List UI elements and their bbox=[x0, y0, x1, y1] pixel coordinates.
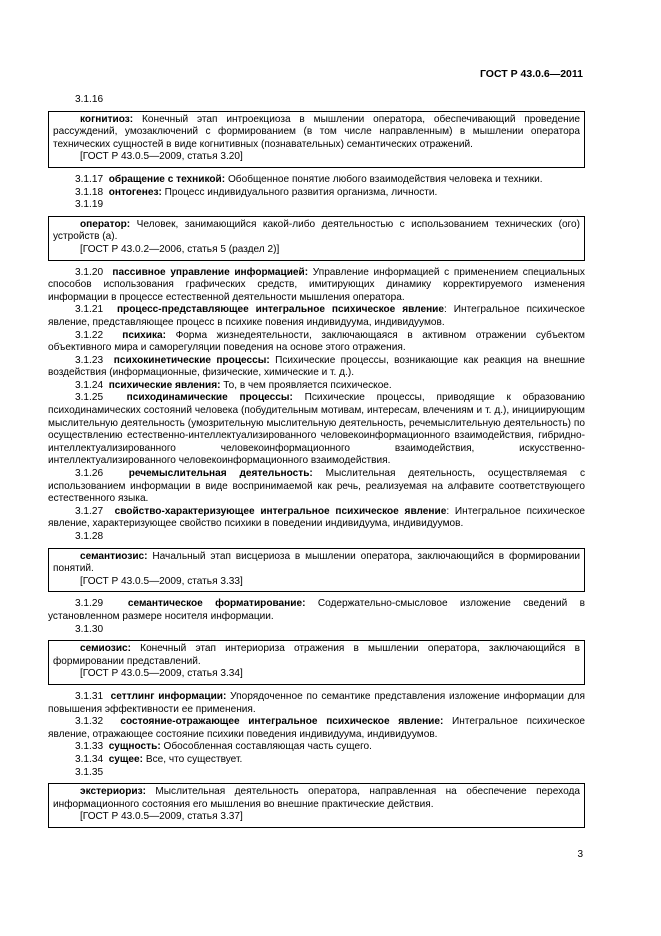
term: речемыслительная деятельность: bbox=[128, 468, 313, 480]
term: обращение с техникой: bbox=[108, 173, 226, 185]
term-number: 3.1.23 bbox=[75, 354, 104, 366]
quoted-definition-box bbox=[48, 640, 585, 685]
term-number: 3.1.16 bbox=[75, 94, 104, 105]
term: пассивное управление информацией: bbox=[112, 266, 309, 278]
term: сущность: bbox=[108, 741, 161, 753]
term: семантическое форматирование: bbox=[127, 598, 306, 610]
definition bbox=[48, 506, 585, 531]
page-number: 3 bbox=[577, 849, 583, 860]
source-reference: [ГОСТ Р 43.0.5—2009, статья 3.20] bbox=[80, 151, 243, 163]
quoted-definition-box bbox=[48, 548, 585, 593]
term-number: 3.1.32 bbox=[75, 716, 104, 728]
definition-text: Конечный этап интроекциоза в мышлении оператора, обеспечивающий проведение рассуждений, умозаключений с формированием (в том числе направленным) в мышлении оператора технических сущностей в виде когнитивных (познавательных) семантических отражений. bbox=[53, 113, 580, 150]
term: состояние-отражающее интегральное психическое явление: bbox=[120, 716, 444, 728]
definition bbox=[53, 643, 580, 668]
definition bbox=[48, 380, 585, 393]
term: сеттлинг информации: bbox=[110, 690, 227, 702]
term-number: 3.1.28 bbox=[75, 531, 104, 542]
term-number: 3.1.24 bbox=[75, 379, 104, 391]
term-number: 3.1.34 bbox=[75, 753, 104, 765]
definition-text: Интегральное психическое явление, отражающее состояние психики поведения индивидуума, индивидуумов. bbox=[48, 716, 586, 740]
term-number: 3.1.17 bbox=[75, 173, 104, 185]
term-number: 3.1.35 bbox=[75, 766, 104, 778]
term: оператор: bbox=[80, 218, 131, 230]
term: процесс-представляющее интегральное психическое явление bbox=[116, 304, 445, 316]
term: психика: bbox=[122, 329, 167, 341]
definition-text: Форма жизнедеятельности, заключающаяся в активном отражении субъектом объективного мира и саморегуляции поведения на основе этого отражения. bbox=[48, 329, 585, 354]
definition bbox=[48, 187, 585, 200]
definition-text: Мыслительная деятельность оператора, направленная на обеспечение перехода информационного состояния его мышления во внешние практические действия. bbox=[53, 786, 580, 810]
definition-text: Упорядоченное по семантике представления изложение информации для повышения эффективности ее применения. bbox=[48, 690, 585, 715]
term: экстериориз: bbox=[80, 786, 146, 798]
definition bbox=[48, 741, 585, 754]
definition bbox=[53, 219, 580, 244]
quoted-definition-box bbox=[48, 216, 585, 261]
term-number: 3.1.25 bbox=[75, 392, 104, 404]
definition bbox=[48, 598, 585, 623]
terms-section bbox=[48, 94, 585, 834]
definition-text: Содержательно-смысловое изложение сведений в установленном размере носителя информации. bbox=[48, 598, 586, 622]
definition-text: : Интегральное психическое явление, представляющее процесс в психике повения индивидуума, индивидуумов. bbox=[48, 304, 586, 328]
term-number: 3.1.31 bbox=[75, 690, 104, 702]
definition-text: То, в чем проявляется психическое. bbox=[220, 379, 392, 391]
quoted-definition-box bbox=[48, 783, 585, 828]
definition-text: Психические процессы, возникающие как реакция на внешние воздействия (информационные, физические, химические и т. д.). bbox=[48, 354, 585, 379]
definition bbox=[48, 716, 585, 741]
term: сущее: bbox=[108, 753, 144, 765]
term: семиозис: bbox=[80, 643, 131, 655]
definition-text: Все, что существует. bbox=[143, 753, 243, 765]
definition-text: Мыслительная деятельность, осуществляемая с использованием информации в виде воспринимаемой как речь, реализуемая на алфавите соответствующего естественного языка. bbox=[48, 468, 585, 505]
term-number: 3.1.30 bbox=[75, 623, 104, 635]
definition bbox=[48, 691, 585, 716]
definition bbox=[48, 355, 585, 380]
definition-text: Психические процессы, приводящие к образованию психодинамических состояний человека (побудительным мотивам, интересам, влечениям и т. д.), инициирующим мыслительную деятельность (умозрительную мыслительную деятельность, речемыслительную деятельность) по осуществлению естественно-интеллектуализированного человекоинформационного взаимодействия, гибридно-интеллектуализированного человекоинформационного взаимодействия, искусственно-интеллектуализированного человекоинформационного взаимодействия. bbox=[48, 392, 586, 467]
term: психодинамические процессы: bbox=[126, 392, 293, 404]
definition bbox=[48, 754, 585, 767]
definition bbox=[48, 174, 585, 187]
term-number: 3.1.21 bbox=[75, 304, 104, 316]
term: свойство-характеризующее интегральное психическое явление bbox=[114, 505, 447, 517]
standard-header: ГОСТ Р 43.0.6—2011 bbox=[479, 68, 583, 80]
term: онтогенез: bbox=[108, 186, 162, 198]
source-reference: [ГОСТ Р 43.0.5—2009, статья 3.34] bbox=[80, 668, 243, 680]
source-reference: [ГОСТ Р 43.0.2—2006, статья 5 (раздел 2)] bbox=[80, 243, 280, 255]
definition bbox=[53, 551, 580, 576]
term: психокинетические процессы: bbox=[113, 354, 270, 366]
definition-text: Управление информацией с применением специальных способов использования графических средств, имитирующих динамику корректируемого изменения информации в процессе естественной деятельности мышления оператора. bbox=[48, 266, 585, 303]
term: семантиозис: bbox=[80, 550, 148, 562]
definition-text: Процесс индивидуального развития организма, личности. bbox=[161, 186, 438, 198]
source-reference: [ГОСТ Р 43.0.5—2009, статья 3.37] bbox=[80, 811, 243, 823]
term-number: 3.1.26 bbox=[75, 468, 104, 480]
definition bbox=[48, 267, 585, 305]
definition-text: Обособленная составляющая часть сущего. bbox=[160, 741, 372, 753]
definition-text: Человек, занимающийся какой-либо деятельностью с использованием технических (ого) устройств (а). bbox=[53, 218, 580, 243]
definition-text: Начальный этап висцериоза в мышлении оператора, заключающийся в формировании понятий. bbox=[53, 550, 580, 575]
term-number: 3.1.22 bbox=[75, 329, 104, 341]
definition-text: : Интегральное психическое явление, характеризующее свойство психики в поведении индивидуума, индивидуумов. bbox=[48, 505, 585, 530]
definition bbox=[48, 392, 585, 468]
source-reference: [ГОСТ Р 43.0.5—2009, статья 3.33] bbox=[80, 575, 243, 587]
definition-text: Конечный этап интериориза отражения в мышлении оператора, заключающийся в формировании представлений. bbox=[53, 643, 580, 667]
term-number: 3.1.19 bbox=[75, 199, 104, 211]
definition bbox=[48, 468, 585, 506]
definition bbox=[48, 304, 585, 329]
definition-text: Обобщенное понятие любого взаимодействия человека и техники. bbox=[225, 173, 543, 185]
term: когнитиоз: bbox=[80, 113, 134, 125]
quoted-definition-box bbox=[48, 111, 585, 168]
term-number: 3.1.29 bbox=[75, 598, 104, 610]
definition bbox=[53, 786, 580, 811]
definition bbox=[53, 114, 580, 152]
term: психические явления: bbox=[108, 379, 221, 391]
term-number: 3.1.18 bbox=[75, 186, 104, 198]
term-number: 3.1.33 bbox=[75, 741, 104, 753]
term-number: 3.1.27 bbox=[75, 505, 104, 517]
term-number: 3.1.20 bbox=[75, 266, 104, 278]
definition bbox=[48, 330, 585, 355]
